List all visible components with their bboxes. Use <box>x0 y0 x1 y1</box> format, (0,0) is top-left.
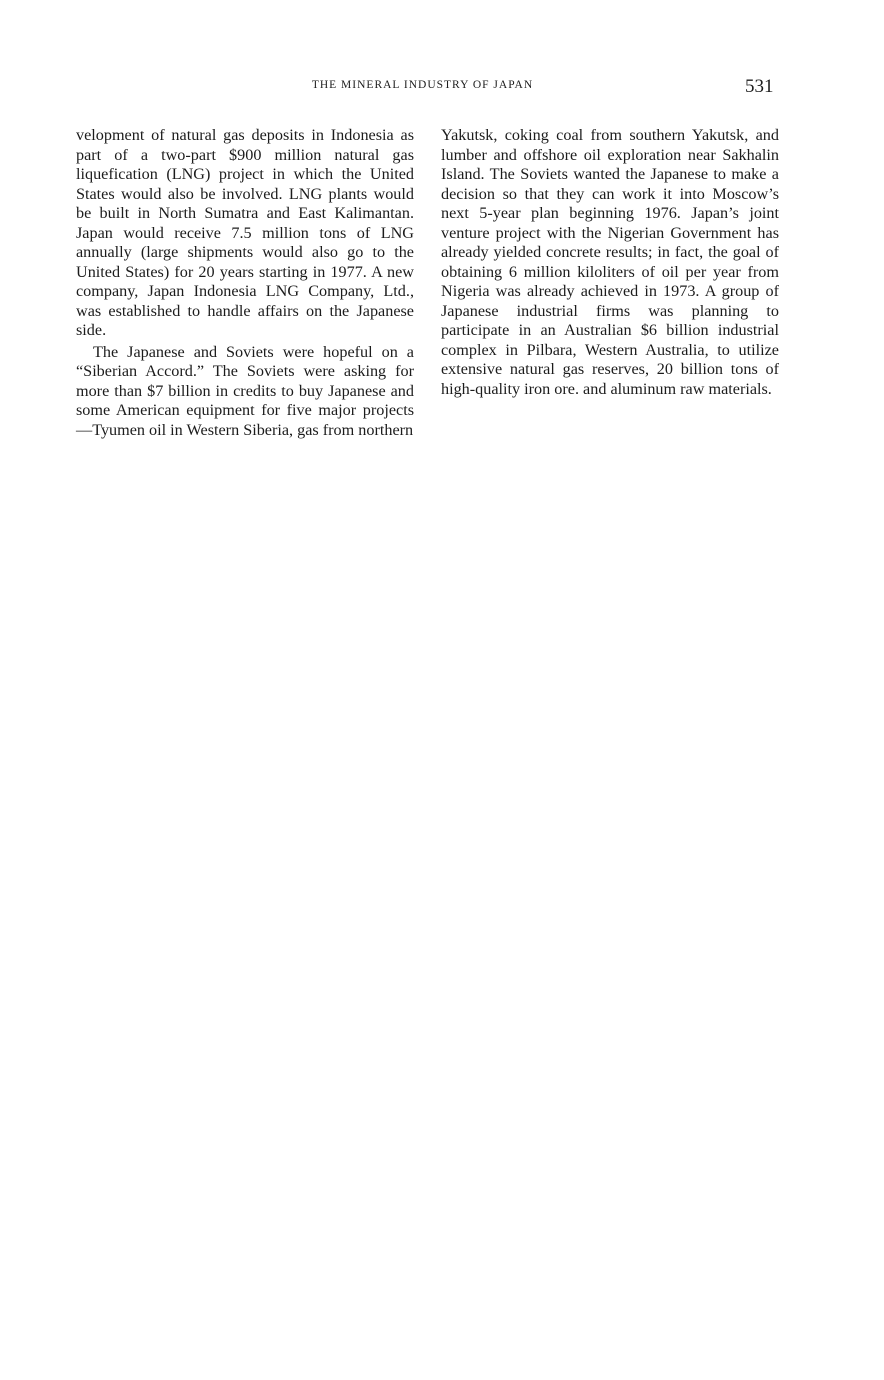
right-column <box>441 126 779 399</box>
left-paragraph-1: velopment of natural gas deposits in Indonesia as part of a two-part $900 million natural gas liquefication (LNG) project in which the United States would also be involved. LNG plants would be built in North Sumatra and East Kalimantan. Japan would receive 7.5 million tons of LNG annually (large shipments would also go to the United States) for 20 years starting in 1977. A new company, Japan Indonesia LNG Company, Ltd., was established to handle affairs on the Japanese side. <box>76 126 414 339</box>
right-paragraph-1: Yakutsk, coking coal from southern Yakutsk, and lumber and offshore oil exploration near Sakhalin Island. The Soviets wanted the Japanese to make a decision so that they can work it into Moscow’s next 5-year plan beginning 1976. Japan’s joint venture project with the Nigerian Government has already yielded concrete results; in fact, the goal of obtaining 6 million kiloliters of oil per year from Nigeria was already achieved in 1973. A group of Japanese industrial firms was planning to participate in an Australian $6 billion industrial complex in Pilbara, Western Australia, to utilize extensive natural gas reserves, 20 billion tons of high-quality iron ore. and aluminum raw materials. <box>441 126 779 398</box>
running-head-title: THE MINERAL INDUSTRY OF JAPAN <box>311 79 534 91</box>
left-column <box>76 126 414 440</box>
page-number: 531 <box>745 76 774 97</box>
left-paragraph-2: The Japanese and Soviets were hopeful on a “Siberian Accord.” The Soviets were asking for more than $7 billion in credits to buy Japanese and some American equipment for five major projects—Tyumen oil in Western Siberia, gas from northern <box>76 342 414 439</box>
